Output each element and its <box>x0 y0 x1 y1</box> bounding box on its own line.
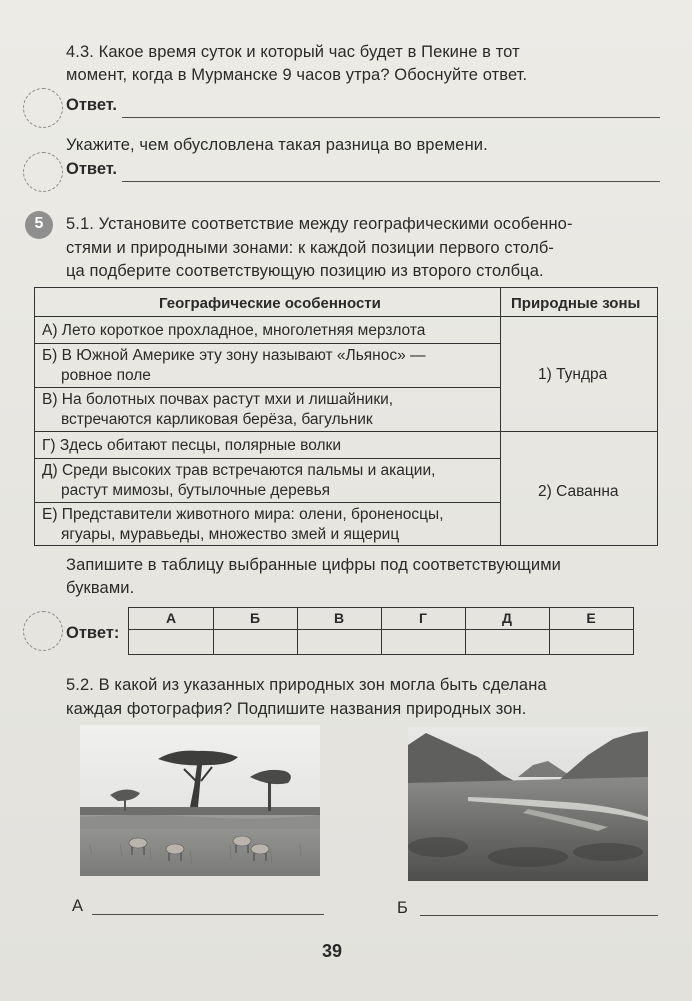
table-row-v: В) На болотных почвах растут мхи и лишайники, <box>42 391 394 408</box>
q43-text-1: Какое время суток и который час будет в Пекине в тот <box>98 43 520 61</box>
table-row-a: А) Лето короткое прохладное, многолетняя мерзлота <box>42 322 426 339</box>
q43-number: 4.3. <box>66 43 94 61</box>
table-row-v-cont: встречаются карликовая берёза, багульник <box>61 411 373 428</box>
table-header-divider <box>35 316 657 317</box>
table-row-g: Г) Здесь обитают песцы, полярные волки <box>42 437 341 454</box>
tundra-photo <box>408 727 648 881</box>
grid-letter-b: Б <box>249 610 261 626</box>
instruction-line1: Запишите в таблицу выбранные цифры под соответствующими <box>66 556 561 574</box>
answer-label-1: Ответ. <box>66 96 118 114</box>
q52-text-1: В какой из указанных природных зон могла быть сделана <box>98 676 547 694</box>
q43-line2: момент, когда в Мурманске 9 часов утра? Обоснуйте ответ. <box>66 66 528 84</box>
q43-sub-question: Укажите, чем обусловлена такая разница во времени. <box>66 136 488 154</box>
table-row-e-cont: ягуары, муравьеды, множество змей и ящериц <box>61 526 400 543</box>
table-row-d: Д) Среди высоких трав встречаются пальмы и акации, <box>42 462 436 479</box>
tundra-photo-image <box>408 727 648 881</box>
instruction-line2: буквами. <box>66 579 135 597</box>
q51-number: 5.1. <box>66 215 94 233</box>
q52-number: 5.2. <box>66 676 94 694</box>
photo-a-answer-line[interactable] <box>92 914 324 915</box>
savanna-photo <box>80 725 320 876</box>
q51-line3: ца подберите соответствующую позицию из второго столбца. <box>66 262 544 280</box>
grid-letter-g: Г <box>419 610 427 626</box>
grid-letter-a: А <box>165 610 177 626</box>
table-row-d-cont: растут мимозы, бутылочные деревья <box>61 482 331 499</box>
q43-line1 <box>66 40 520 64</box>
header-zones: Природные зоны <box>511 295 641 312</box>
q51-line1 <box>66 212 573 236</box>
row-divider <box>35 343 500 344</box>
answer-label-2: Ответ. <box>66 160 118 178</box>
q51-text-1: Установите соответствие между географическими особенно- <box>98 215 573 233</box>
q51-line2: стями и природными зонами: к каждой позиции первого столб- <box>66 239 554 257</box>
section-badge: 5 <box>25 211 53 239</box>
answer-grid <box>128 607 634 655</box>
grid-letter-v: В <box>333 610 345 626</box>
answer-input-row[interactable] <box>129 630 633 654</box>
grid-letter-d: Д <box>502 610 512 626</box>
answer-circle-3 <box>23 611 63 651</box>
q52-line1 <box>66 673 547 697</box>
zone-savanna: 2) Саванна <box>538 483 619 500</box>
answer-circle-2 <box>23 152 63 192</box>
matching-table <box>34 287 658 546</box>
savanna-photo-image <box>80 725 320 876</box>
answer-circle-1 <box>23 88 63 128</box>
row-divider <box>35 458 500 459</box>
photo-a-label: А <box>72 897 84 915</box>
answer-line-2[interactable] <box>122 181 660 182</box>
row-divider <box>35 502 500 503</box>
q52-line2: каждая фотография? Подпишите названия природных зон. <box>66 700 527 718</box>
answer-grid-label: Ответ: <box>66 624 120 642</box>
page-number: 39 <box>322 941 343 961</box>
grid-letter-e: Е <box>586 610 596 626</box>
table-row-b: Б) В Южной Америке эту зону называют «Льянос» — <box>42 347 426 364</box>
table-row-b-cont: ровное поле <box>61 367 151 384</box>
answer-line-1[interactable] <box>122 117 660 118</box>
photo-b-answer-line[interactable] <box>420 915 658 916</box>
header-features: Географические особенности <box>159 295 381 312</box>
photo-b-label: Б <box>397 899 408 917</box>
row-divider <box>35 431 657 432</box>
table-column-divider <box>500 288 501 545</box>
zone-tundra: 1) Тундра <box>538 366 608 383</box>
table-row-e: Е) Представители животного мира: олени, броненосцы, <box>42 506 444 523</box>
row-divider <box>35 387 500 388</box>
